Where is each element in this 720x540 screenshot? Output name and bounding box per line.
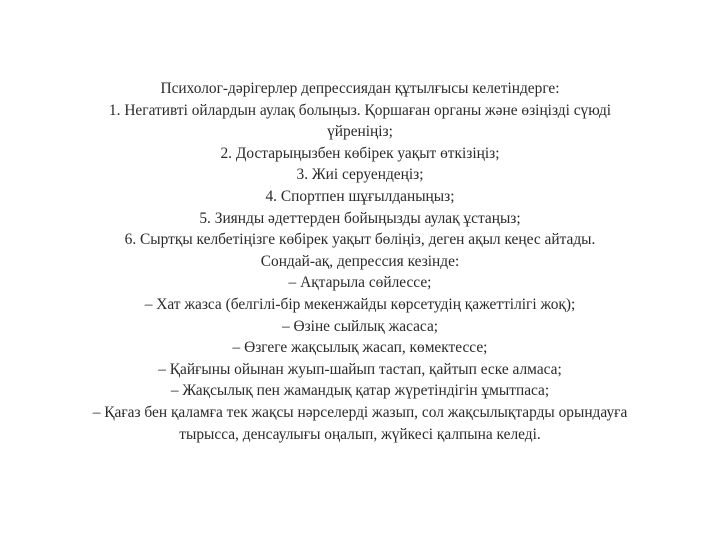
slide-text-block	[10, 78, 710, 445]
depression-intro-line: Сондай-ақ, депрессия кезінде:	[260, 252, 460, 270]
advice-item-4: 4. Спортпен шұғылданыңыз;	[265, 187, 455, 205]
depression-tip-7: – Қағаз бен қаламға тек жақсы нәрселерді жазып, сол жақсылықтарды орындауға	[92, 403, 628, 421]
depression-tip-6: – Жақсылық пен жамандық қатар жүретіндігін ұмытпаса;	[170, 382, 550, 400]
advice-item-3: 3. Жиі серуендеңіз;	[296, 166, 424, 184]
depression-tip-1: – Ақтарыла сөйлессе;	[288, 274, 432, 292]
advice-item-1: 1. Негативті ойлардын аулақ болыңыз. Қоршаған органы және өзіңізді сүюді	[108, 101, 612, 119]
depression-tip-7-continued: тырысса, денсаулығы оңалып, жүйкесі қалпына келеді.	[179, 425, 541, 443]
advice-item-1-continued: үйреніңіз;	[327, 123, 393, 141]
advice-item-2: 2. Достарыңызбен көбірек уақыт өткізіңіз;	[220, 144, 500, 162]
advice-item-6: 6. Сыртқы келбетіңізге көбірек уақыт бөліңіз, деген ақыл кеңес айтады.	[124, 231, 596, 249]
depression-tip-2: – Хат жазса (белгілі-бір мекенжайды көрсетудің қажеттілігі жоқ);	[144, 295, 576, 313]
depression-tip-5: – Қайғыны ойынан жуып-шайып тастап, қайтып еске алмаса;	[158, 360, 562, 378]
depression-tip-3: – Өзіне сыйлық жасаса;	[281, 317, 439, 335]
depression-tip-4: – Өзгеге жақсылық жасап, көмектессе;	[232, 339, 488, 357]
intro-line: Психолог-дәрігерлер депрессиядан құтылғысы келетіндерге:	[160, 80, 560, 97]
advice-item-5: 5. Зиянды әдеттерден бойыңызды аулақ ұстаңыз;	[199, 209, 521, 227]
